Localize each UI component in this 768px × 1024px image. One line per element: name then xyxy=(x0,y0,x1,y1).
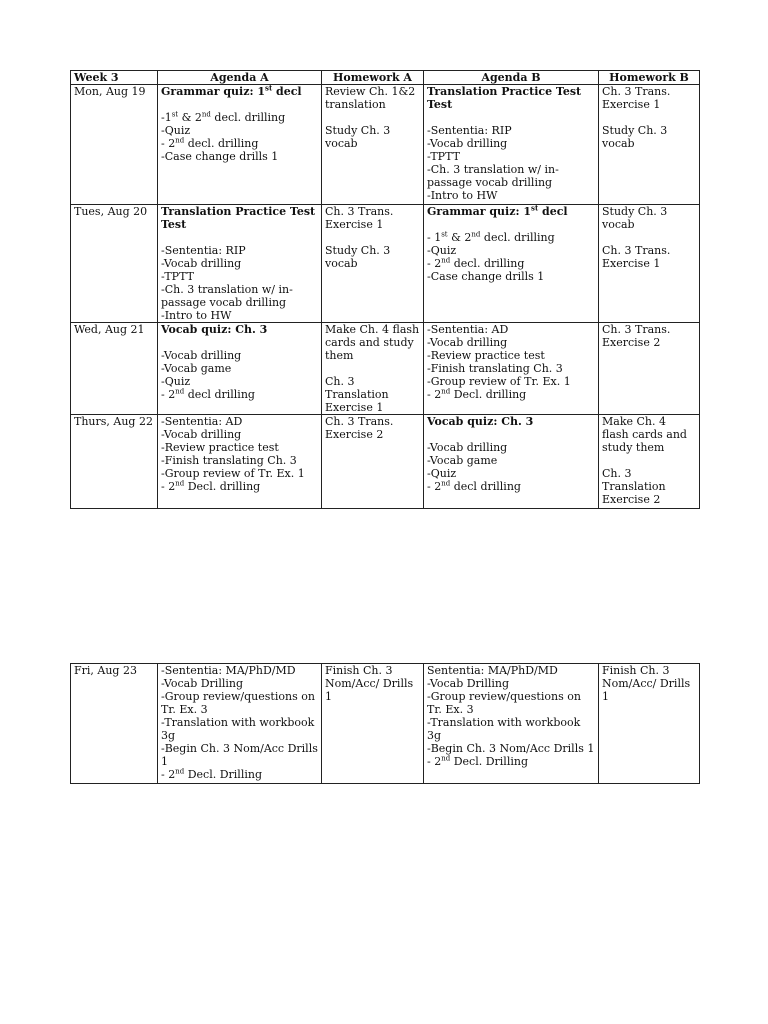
cell-text: -Vocab drilling xyxy=(427,336,508,349)
homework-a-cell xyxy=(322,323,424,415)
cell-text: Ch. 3 Trans. Exercise 1 xyxy=(602,244,671,270)
homework-b-cell xyxy=(599,85,700,205)
cell-text: -Sententia: AD xyxy=(161,415,243,428)
cell-text: - 2 xyxy=(427,257,442,270)
cell-text: - 2 xyxy=(161,768,176,781)
cell-line xyxy=(325,205,420,231)
cell-line xyxy=(427,189,595,202)
cell-text: -Vocab game xyxy=(161,362,232,375)
cell-line xyxy=(161,270,318,283)
cell-text: -Vocab drilling xyxy=(427,441,508,454)
ordinal-superscript: nd xyxy=(175,136,185,145)
cell-text: -Group review/questions on Tr. Ex. 3 xyxy=(161,690,315,716)
day-cell: Mon, Aug 19 xyxy=(71,85,158,205)
cell-text: -TPTT xyxy=(427,150,460,163)
cell-text: -Vocab drilling xyxy=(161,349,242,362)
cell-text: - 2 xyxy=(427,480,442,493)
cell-text: decl. drilling xyxy=(210,111,286,124)
cell-line xyxy=(161,677,318,690)
cell-text: -Translation with workbook 3g xyxy=(427,716,581,742)
cell-text: Decl. Drilling xyxy=(184,768,262,781)
cell-text: -Sententia: MA/PhD/MD xyxy=(161,664,296,677)
line-spacer xyxy=(427,218,595,231)
cell-line xyxy=(161,362,318,375)
cell-line xyxy=(427,362,595,375)
ordinal-superscript: nd xyxy=(201,110,211,119)
cell-text: -Intro to HW xyxy=(161,309,232,322)
cell-line xyxy=(161,428,318,441)
cell-text: -TPTT xyxy=(161,270,194,283)
cell-text: decl. drilling xyxy=(450,257,525,270)
cell-line xyxy=(427,742,595,755)
cell-line xyxy=(325,323,420,362)
cell-text: Ch. 3 Trans. Exercise 1 xyxy=(602,85,671,111)
cell-text: -Begin Ch. 3 Nom/Acc Drills 1 xyxy=(427,742,595,755)
schedule-body xyxy=(71,85,700,509)
cell-text: Grammar quiz: 1 xyxy=(427,205,532,218)
cell-line xyxy=(161,742,318,768)
cell-line xyxy=(602,85,696,111)
cell-text: Decl. drilling xyxy=(184,480,261,493)
cell-text: -Sententia: AD xyxy=(427,323,509,336)
homework-b-cell xyxy=(599,415,700,509)
homework-a-cell xyxy=(322,415,424,509)
header-homework-b: Homework B xyxy=(599,71,700,85)
cell-text: -Quiz xyxy=(427,467,457,480)
agenda-a-cell xyxy=(158,415,322,509)
cell-text: decl drilling xyxy=(450,480,521,493)
homework-a-cell xyxy=(322,664,424,784)
cell-text: decl. drilling xyxy=(184,137,259,150)
table-row xyxy=(71,205,700,323)
line-spacer xyxy=(427,428,595,441)
cell-line xyxy=(427,349,595,362)
cell-line xyxy=(427,677,595,690)
friday-body xyxy=(71,664,700,784)
cell-text: -Vocab Drilling xyxy=(161,677,244,690)
cell-text: Ch. 3 Translation Exercise 2 xyxy=(602,467,666,506)
cell-line xyxy=(427,441,595,454)
homework-b-cell xyxy=(599,205,700,323)
cell-line xyxy=(161,85,318,98)
agenda-b-cell xyxy=(424,205,599,323)
cell-line xyxy=(602,244,696,270)
cell-line xyxy=(161,244,318,257)
cell-line xyxy=(427,467,595,480)
cell-line xyxy=(325,85,420,111)
line-spacer xyxy=(602,231,696,244)
cell-line xyxy=(427,415,595,428)
cell-line xyxy=(325,375,420,414)
cell-text: Sententia: MA/PhD/MD xyxy=(427,664,558,677)
line-spacer xyxy=(325,362,420,375)
line-spacer xyxy=(161,336,318,349)
cell-text: -Case change drills 1 xyxy=(161,150,279,163)
cell-text: Translation Practice Test Test xyxy=(161,205,316,231)
cell-text: decl. drilling xyxy=(480,231,555,244)
cell-text: Ch. 3 Trans. Exercise 1 xyxy=(325,205,394,231)
agenda-b-cell xyxy=(424,85,599,205)
cell-line xyxy=(427,124,595,137)
cell-line xyxy=(427,323,595,336)
cell-line xyxy=(161,349,318,362)
cell-text: - 2 xyxy=(427,388,442,401)
cell-text: Decl. drilling xyxy=(450,388,527,401)
cell-text: -Finish translating Ch. 3 xyxy=(427,362,563,375)
cell-text: Study Ch. 3 vocab xyxy=(325,244,391,270)
agenda-a-cell xyxy=(158,205,322,323)
cell-text: - 2 xyxy=(427,755,442,768)
cell-line xyxy=(427,231,595,244)
cell-text: -Vocab drilling xyxy=(427,137,508,150)
ordinal-superscript: nd xyxy=(175,387,185,396)
cell-line xyxy=(325,415,420,441)
cell-line xyxy=(161,257,318,270)
cell-text: - 2 xyxy=(161,480,176,493)
header-homework-a: Homework A xyxy=(322,71,424,85)
cell-line xyxy=(602,323,696,349)
cell-text: & 2 xyxy=(447,231,472,244)
cell-line xyxy=(427,257,595,270)
cell-text: -Group review of Tr. Ex. 1 xyxy=(161,467,305,480)
agenda-a-cell xyxy=(158,85,322,205)
cell-line xyxy=(161,205,318,231)
header-week: Week 3 xyxy=(71,71,158,85)
homework-b-cell xyxy=(599,664,700,784)
cell-line xyxy=(161,768,318,781)
cell-text: -Intro to HW xyxy=(427,189,498,202)
cell-line xyxy=(427,244,595,257)
cell-text: Make Ch. 4 flash cards and study them xyxy=(602,415,687,454)
week-3-schedule-table xyxy=(70,70,700,509)
cell-line xyxy=(161,690,318,716)
cell-line xyxy=(427,205,595,218)
cell-text: -1 xyxy=(161,111,172,124)
cell-text: - 2 xyxy=(161,388,176,401)
cell-line xyxy=(161,441,318,454)
cell-line xyxy=(427,85,595,111)
table-row xyxy=(71,323,700,415)
cell-line xyxy=(427,163,595,189)
cell-line xyxy=(602,124,696,150)
cell-line xyxy=(427,755,595,768)
cell-line xyxy=(427,388,595,401)
agenda-b-cell xyxy=(424,415,599,509)
cell-text: -Vocab drilling xyxy=(161,428,242,441)
line-spacer xyxy=(325,231,420,244)
agenda-b-cell xyxy=(424,664,599,784)
line-spacer xyxy=(427,111,595,124)
cell-line xyxy=(161,664,318,677)
cell-text: -Quiz xyxy=(427,244,457,257)
cell-text: -Ch. 3 translation w/ in-passage vocab drilling xyxy=(427,163,559,189)
cell-text: Finish Ch. 3 Nom/Acc/ Drills 1 xyxy=(602,664,691,703)
cell-line xyxy=(161,375,318,388)
cell-line xyxy=(161,480,318,493)
cell-line xyxy=(161,309,318,322)
cell-text: -Sententia: RIP xyxy=(161,244,246,257)
cell-text: Ch. 3 Translation Exercise 1 xyxy=(325,375,389,414)
cell-text: -Group review of Tr. Ex. 1 xyxy=(427,375,571,388)
ordinal-superscript: nd xyxy=(441,479,451,488)
cell-text: -Vocab game xyxy=(427,454,498,467)
ordinal-superscript: nd xyxy=(441,256,451,265)
cell-text: - 2 xyxy=(161,137,176,150)
homework-a-cell xyxy=(322,205,424,323)
cell-text: Vocab quiz: Ch. 3 xyxy=(161,323,268,336)
table-row xyxy=(71,415,700,509)
agenda-a-cell xyxy=(158,323,322,415)
cell-line xyxy=(427,270,595,283)
cell-line xyxy=(602,467,696,506)
cell-text: Grammar quiz: 1 xyxy=(161,85,266,98)
line-spacer xyxy=(602,111,696,124)
day-cell: Fri, Aug 23 xyxy=(71,664,158,784)
cell-text: -Translation with workbook 3g xyxy=(161,716,315,742)
cell-line xyxy=(161,388,318,401)
cell-text: -Sententia: RIP xyxy=(427,124,512,137)
cell-line xyxy=(161,323,318,336)
ordinal-superscript: nd xyxy=(175,767,185,776)
cell-line xyxy=(427,454,595,467)
cell-text: Review Ch. 1&2 translation xyxy=(325,85,416,111)
cell-line xyxy=(161,150,318,163)
cell-text: -Quiz xyxy=(161,375,191,388)
cell-line xyxy=(161,283,318,309)
cell-text: -Review practice test xyxy=(427,349,545,362)
cell-text: - 1 xyxy=(427,231,442,244)
header-agenda-b: Agenda B xyxy=(424,71,599,85)
cell-line xyxy=(427,690,595,716)
cell-line xyxy=(325,244,420,270)
cell-line xyxy=(161,716,318,742)
cell-line xyxy=(161,415,318,428)
cell-text: Finish Ch. 3 Nom/Acc/ Drills 1 xyxy=(325,664,414,703)
line-spacer xyxy=(161,98,318,111)
cell-line xyxy=(161,137,318,150)
cell-text: decl xyxy=(538,205,568,218)
line-spacer xyxy=(161,231,318,244)
ordinal-superscript: st xyxy=(265,84,273,93)
cell-line xyxy=(427,480,595,493)
cell-line xyxy=(602,205,696,231)
cell-line xyxy=(427,137,595,150)
cell-text: decl xyxy=(272,85,302,98)
header-agenda-a: Agenda A xyxy=(158,71,322,85)
cell-text: & 2 xyxy=(178,111,202,124)
cell-text: Vocab quiz: Ch. 3 xyxy=(427,415,534,428)
cell-text: -Review practice test xyxy=(161,441,279,454)
header-row xyxy=(71,71,700,85)
cell-text: Decl. Drilling xyxy=(450,755,528,768)
cell-line xyxy=(161,124,318,137)
day-cell: Wed, Aug 21 xyxy=(71,323,158,415)
ordinal-superscript: nd xyxy=(441,754,451,763)
cell-text: -Quiz xyxy=(161,124,191,137)
cell-line xyxy=(602,415,696,454)
cell-text: -Finish translating Ch. 3 xyxy=(161,454,297,467)
homework-a-cell xyxy=(322,85,424,205)
day-cell: Thurs, Aug 22 xyxy=(71,415,158,509)
day-cell: Tues, Aug 20 xyxy=(71,205,158,323)
friday-schedule-table xyxy=(70,663,700,784)
cell-text: -Vocab Drilling xyxy=(427,677,510,690)
cell-text: decl drilling xyxy=(184,388,255,401)
cell-line xyxy=(602,664,696,703)
cell-text: Study Ch. 3 vocab xyxy=(602,124,668,150)
cell-text: -Group review/questions on Tr. Ex. 3 xyxy=(427,690,581,716)
cell-line xyxy=(427,664,595,677)
cell-text: -Vocab drilling xyxy=(161,257,242,270)
ordinal-superscript: nd xyxy=(441,387,451,396)
cell-line xyxy=(325,124,420,150)
cell-line xyxy=(427,336,595,349)
cell-text: -Begin Ch. 3 Nom/Acc Drills 1 xyxy=(161,742,318,768)
cell-line xyxy=(427,716,595,742)
cell-line xyxy=(427,375,595,388)
ordinal-superscript: nd xyxy=(175,479,185,488)
cell-text: Make Ch. 4 flash cards and study them xyxy=(325,323,420,362)
cell-line xyxy=(325,664,420,703)
table-row xyxy=(71,664,700,784)
cell-text: Translation Practice Test Test xyxy=(427,85,582,111)
cell-line xyxy=(427,150,595,163)
cell-line xyxy=(161,111,318,124)
ordinal-superscript: st xyxy=(441,230,448,239)
table-row xyxy=(71,85,700,205)
homework-b-cell xyxy=(599,323,700,415)
ordinal-superscript: st xyxy=(531,204,539,213)
cell-line xyxy=(161,467,318,480)
cell-text: Study Ch. 3 vocab xyxy=(602,205,668,231)
line-spacer xyxy=(325,111,420,124)
agenda-a-cell xyxy=(158,664,322,784)
ordinal-superscript: nd xyxy=(471,230,481,239)
cell-text: -Ch. 3 translation w/ in-passage vocab drilling xyxy=(161,283,293,309)
cell-line xyxy=(161,454,318,467)
line-spacer xyxy=(602,454,696,467)
cell-text: -Case change drills 1 xyxy=(427,270,545,283)
agenda-b-cell xyxy=(424,323,599,415)
cell-text: Ch. 3 Trans. Exercise 2 xyxy=(602,323,671,349)
cell-text: Ch. 3 Trans. Exercise 2 xyxy=(325,415,394,441)
ordinal-superscript: st xyxy=(171,110,179,119)
cell-text: Study Ch. 3 vocab xyxy=(325,124,391,150)
